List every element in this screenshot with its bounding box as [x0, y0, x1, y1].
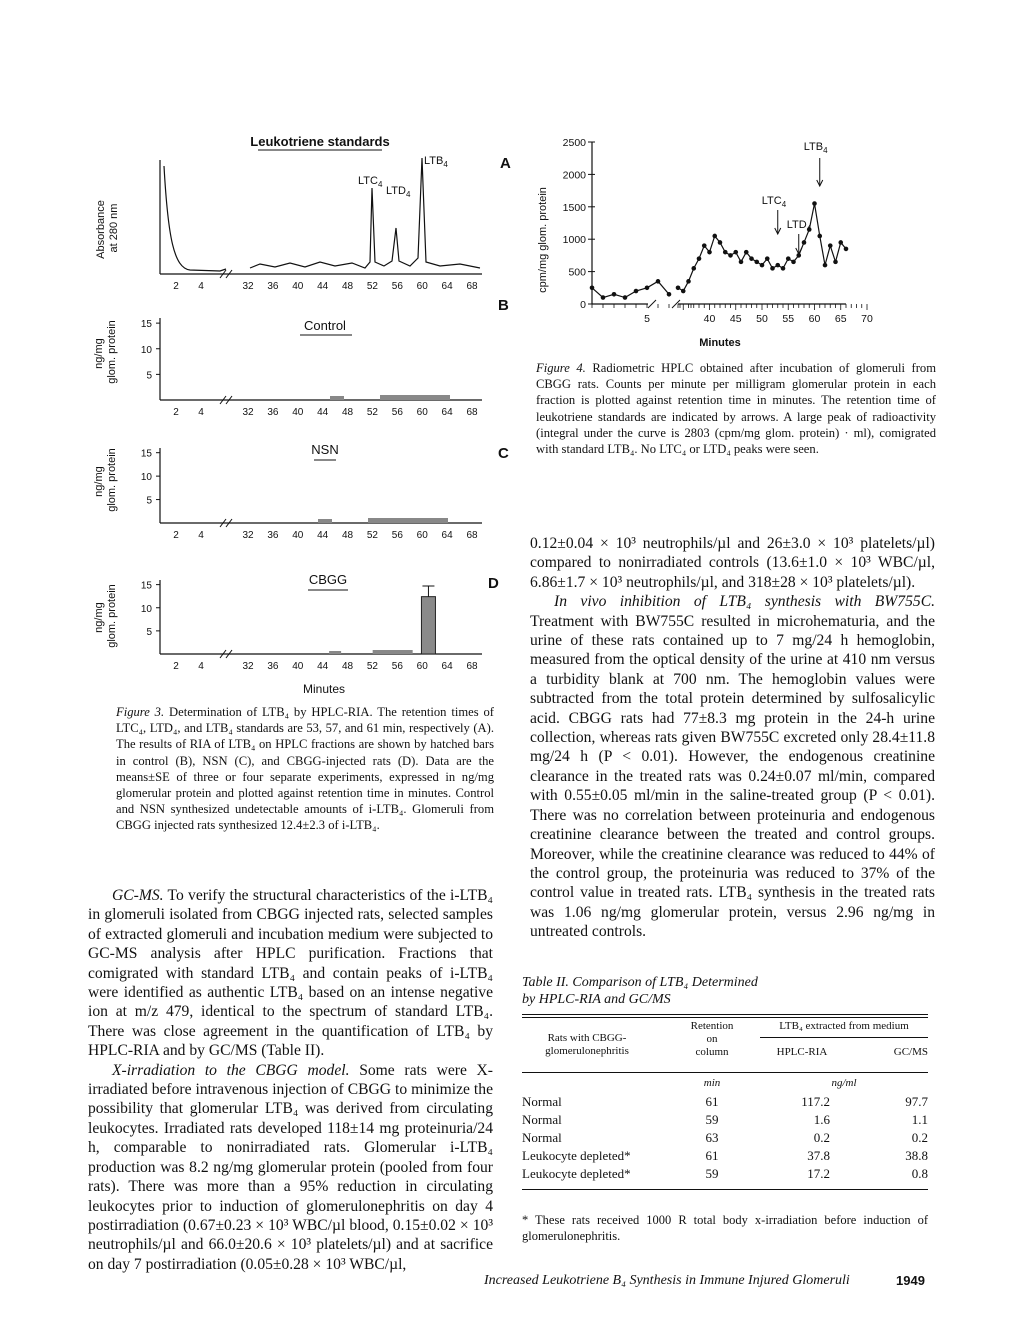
panel-letter-c: C: [498, 445, 509, 462]
arrow-label-ltc4: $LTC_4$: [761, 195, 787, 209]
table-cell: Normal: [522, 1112, 562, 1127]
table-cell: 1.1: [911, 1112, 928, 1127]
figure-4-point: [686, 279, 691, 284]
table-cell: 61: [705, 1148, 719, 1163]
figure-4-point: [728, 253, 733, 258]
figure-4-ytick: 1500: [562, 201, 586, 214]
figure-4-point: [691, 266, 696, 271]
col4-header: GC/MS: [893, 1046, 928, 1058]
table-cell: 37.8: [807, 1148, 830, 1163]
figure-4-ytick: 0: [580, 299, 586, 311]
figure-4-caption-text: Radiometric HPLC obtained after incubation of glomeruli from CBGG rats. Counts per minute per milligram glomerular protein in each fraction is plotted against retention time in minutes. The retention time of leukotriene standards are indicated by arrows. A large peak of radioactivity (integral under the curve is 2803 (cpm/mg glom. protein) · ml), comigrated with standard LTB₄. No LTC₄ or LTD₄ peaks were seen.: [536, 361, 936, 457]
table-2-footnote: * These rats received 1000 R total body x-irradiation before induction of glomerulonephritis.: [522, 1213, 928, 1243]
panel-b-ylabel: ng/mg glom. protein: [93, 320, 118, 384]
table-2-units: min ng/ml: [703, 1077, 857, 1089]
figure-4-point: [697, 256, 702, 261]
bw755c-text: Treatment with BW755C resulted in microhematuria, and the urine of these rats contained up to 7 mg/24 h hemoglobin, measured from the optical density of the urine at 410 nm versus a turbidity blank at 700 nm. The hemoglobin values were subtracted from the total protein determined by sulfosalicylic acid. CBGG rats had 77±8.3 mg protein in the 24-h urine collection, whereas rats given BW755C excreted only 28.4±11.8 mg/24 h (P < 0.01). However, the endogenous creatinine clearance in the treated rats was 0.24±0.07 ml/min, compared with 0.55±0.05 ml/min in the saline-treated group (P < 0.01). There was no correlation between proteinuria and endogenous creatinine clearance between the treated and control groups. Moreover, while the creatinine clearance was reduced to 44% of the control group, the proteinuria was reduced to 37% of the control value in treated rats. LTB₄ synthesis in the treated rats was 1.06 ng/mg glomerular protein, versus 2.96 ng/mg in untreated controls.: [530, 612, 935, 941]
panel-d-xtick: 68: [466, 661, 478, 672]
panel-a-xtick: 40: [292, 281, 304, 292]
gc-ms-text: To verify the structural characteristics of the i-LTB₄ in glomeruli isolated from CBGG injected rats, selected samples of extracted glomeruli and incubation medium were subjected to GC-MS analysis after HPLC purification. Fractions that comigrated with standard LTB₄ and contain peaks of i-LTB₄ were identified as authentic LTB₄ based on an intense negative ion at m/z 479, identical to the spectrum of standard LTB₄. There was close agreement in the quantification of LTB₄ by HPLC-RIA and by GC/MS (Table II).: [88, 887, 493, 1060]
panel-c-ytick: 15: [140, 448, 152, 460]
panel-b-xtick: 68: [466, 407, 478, 418]
figure-4-ytick: 2000: [562, 169, 586, 182]
figure-4-xtick: 40: [703, 313, 716, 325]
x-irradiation-heading: X-irradiation to the CBGG model.: [112, 1061, 350, 1079]
panel-c-hatch: [318, 519, 332, 523]
figure-4-point: [733, 250, 738, 255]
panel-d-ytick: 10: [140, 603, 152, 615]
panel-d-xtick: 2: [173, 661, 179, 672]
panel-a-xtick: 4: [198, 281, 204, 292]
table-cell: Leukocyte depleted*: [522, 1166, 631, 1181]
axis-break: [648, 300, 656, 308]
panel-c-xtick: 36: [267, 530, 279, 541]
panel-b-xtick: 2: [173, 407, 179, 418]
panel-b-ytick: 15: [140, 319, 152, 331]
figure-4-ytick: 2500: [562, 137, 586, 149]
continued-paragraph: [530, 534, 935, 592]
table-cell: 0.2: [911, 1130, 928, 1145]
figure-4-xlabel: Minutes: [699, 337, 741, 349]
panel-b-xtick: 64: [441, 407, 453, 418]
panel-b-xtick: 60: [416, 407, 428, 418]
figure-4-point: [817, 234, 822, 239]
panel-d-ylabel: ng/mg glom. protein: [93, 584, 118, 648]
table-row: [522, 1165, 928, 1183]
table-cell: 1.6: [813, 1112, 830, 1127]
panel-letter-d: D: [488, 575, 499, 592]
continued-text: 0.12±0.04 × 10³ neutrophils/µl and 26±3.0 × 10³ platelets/µl) compared to nonirradiated controls (13.6±1.0 × 10³ WBC/µl, 6.86±1.7 × 10³ neutrophils/µl, and 318±28 × 10³ platelets/µl).: [530, 535, 935, 591]
panel-a-xtick: 68: [466, 281, 478, 292]
panel-c-xtick: 2: [173, 530, 179, 541]
figure-4: [528, 128, 873, 354]
figure-4-point: [754, 260, 759, 265]
figure-3-caption: [116, 704, 494, 834]
panel-b-hatch: [380, 395, 450, 400]
table-2: [522, 974, 928, 1244]
panel-d-hatch: [329, 651, 341, 654]
x-irradiation-text: Some rats were X-irradiated before intravenous injection of CBGG to minimize the possibility that glomerular LTB₄ was derived from circulating leukocytes. Irradiated rats developed 118±14 mg proteinuria/24 h, comparable to nonirradiated rats. Glomerular i-LTB₄ production was 8.2 ng/mg glomerular protein (pooled from four rats). There was more than a 95% reduction in circulating leukocytes prior to induction of glomerulonephritis on day 4 postirradiation (0.67±0.23 × 10³ WBC/µl blood, 0.15±0.02 × 10³ neutrophils/µl and 66.0±20.6 × 10³ platelets/µl) and at sacrifice on day 7 postirradiation (0.05±0.28 × 10³ WBC/µl,: [88, 1061, 493, 1273]
panel-b-xtick: 32: [242, 407, 254, 418]
figure-4-caption-lead: Figure 4.: [536, 361, 586, 375]
panel-a-xtick: 52: [366, 281, 379, 292]
figure-4-xtick: 60: [808, 313, 821, 325]
figure-4-xtick: 50: [756, 313, 768, 325]
panel-c-xtick: 56: [391, 530, 403, 541]
table-row: [522, 1129, 928, 1147]
figure-3: [80, 128, 520, 700]
bw755c-heading: In vivo inhibition of LTB₄ synthesis with BW755C.: [554, 593, 935, 611]
figure-3-caption-text: Determination of LTB₄ by HPLC-RIA. The retention times of LTC₄, LTD₄, and LTB₄ standards are 53, 57, and 61 min, respectively (A). The results of RIA of LTB₄ on HPLC fractions are shown by hatched bars in control (B), NSN (C), and CBGG-injected rats (D). Data are the means±SE of three or four separate experiments, expressed in ng/mg glomerular protein and plotted against retention time in minutes. Control and NSN synthesized undetectable amounts of i-LTB₄. Glomeruli from CBGG injected rats synthesized 12.4±2.3 of i-LTB₄.: [116, 705, 494, 833]
figure-4-point: [791, 260, 796, 265]
right-column-text: [530, 534, 935, 942]
panel-c-xtick: 44: [317, 530, 329, 541]
panel-letter-b: B: [498, 297, 509, 314]
table-cell: 59: [705, 1112, 719, 1127]
figure-4-xtick: 5: [644, 313, 650, 325]
figure-4-point: [702, 243, 707, 248]
figure-4-trace: [592, 281, 669, 297]
gc-ms-heading: GC-MS.: [112, 887, 164, 904]
panel-a-xtick: 36: [267, 281, 279, 292]
left-column-text: [88, 886, 493, 1274]
peak-label-ltc4: $LTC_4$: [358, 175, 383, 189]
panel-b-ytick: 10: [140, 344, 152, 356]
table-cell: 38.8: [905, 1148, 928, 1163]
x-irradiation-paragraph: [88, 1061, 493, 1274]
panel-a-xtick: 56: [391, 281, 403, 292]
figure-4-ytick: 500: [568, 266, 586, 279]
figure-4-point: [760, 263, 765, 268]
figure-4-point: [723, 250, 728, 255]
panel-d-xtick: 48: [341, 661, 354, 672]
table-cell: 97.7: [905, 1094, 928, 1109]
table-2-body: [522, 1093, 928, 1183]
figure-4-point: [812, 201, 817, 206]
figure-4-point: [828, 243, 833, 248]
panel-b-xtick: 52: [366, 407, 379, 418]
gc-ms-paragraph: [88, 886, 493, 1061]
panel-d-bar: [421, 597, 435, 654]
figure-4-xtick: 65: [834, 313, 847, 325]
figure-4-point: [739, 260, 744, 265]
panel-c-xtick: 4: [198, 530, 204, 541]
group-header: LTB₄ extracted from medium: [779, 1020, 909, 1032]
col3-header: HPLC-RIA: [776, 1046, 828, 1058]
figure-4-point: [786, 256, 791, 261]
figure-4-point: [749, 256, 754, 261]
figure-3-xlabel: Minutes: [302, 682, 346, 696]
table-2-title-line2: by HPLC-RIA and GC/MS: [522, 992, 671, 1007]
panel-d-hatch: [373, 650, 413, 654]
arrow-label-ltb4: $LTB_4$: [803, 141, 828, 155]
bw755c-paragraph: [530, 592, 935, 941]
panel-d-xtick: 56: [391, 661, 403, 672]
panel-a-xtick: 48: [341, 281, 354, 292]
panel-d-ytick: 15: [140, 580, 152, 592]
panel-c-hatch: [368, 518, 448, 523]
figure-4-xtick: 55: [782, 313, 795, 325]
panel-c-xtick: 40: [292, 530, 304, 541]
panel-a-xtick: 60: [416, 281, 428, 292]
figure-4-point: [770, 266, 775, 271]
figure-4-point: [844, 247, 849, 252]
figure-4-point: [712, 234, 717, 239]
figure-4-point: [765, 256, 770, 261]
figure-4-xtick: 70: [861, 313, 873, 325]
figure-4-point: [676, 286, 681, 291]
page-number: 1949: [896, 1273, 925, 1288]
panel-d-xtick: 32: [242, 661, 254, 672]
panel-b-ytick: 5: [146, 370, 152, 382]
panel-c-xtick: 64: [441, 530, 453, 541]
figure-4-xtick: 45: [729, 313, 742, 325]
table-row: [522, 1147, 928, 1165]
figure-4-point: [833, 260, 838, 265]
panel-a-xtick: 64: [441, 281, 453, 292]
table-row: [522, 1111, 928, 1129]
figure-4-point: [781, 266, 786, 271]
col1-header: Rats with CBGG- glomerulonephritis: [545, 1032, 629, 1057]
table-cell: 0.2: [813, 1130, 830, 1145]
panel-d-xtick: 44: [317, 661, 329, 672]
peak-label-ltd4: $LTD_4$: [386, 185, 411, 199]
panel-d-xtick: 60: [416, 661, 428, 672]
figure-4-ytick: 1000: [562, 234, 586, 247]
panel-d-xtick: 52: [366, 661, 379, 672]
panel-d-title: CBGG: [308, 572, 348, 587]
panel-d-xtick: 64: [441, 661, 453, 672]
panel-d-xtick: 4: [198, 661, 204, 672]
col2-header: Retention on column: [690, 1020, 734, 1058]
panel-b-title: Control: [304, 318, 346, 333]
panel-c-xtick: 48: [341, 530, 354, 541]
table-2-title-line1: Table II. Comparison of LTB₄ Determined: [522, 975, 758, 990]
table-cell: 17.2: [807, 1166, 830, 1181]
panel-c-ylabel: ng/mg glom. protein: [93, 448, 118, 512]
panel-a-xtick: 32: [242, 281, 254, 292]
panel-b-xtick: 48: [341, 407, 354, 418]
panel-c-title: NSN: [311, 442, 339, 457]
figure-4-caption: [536, 360, 936, 457]
panel-c-ytick: 10: [140, 472, 152, 484]
table-cell: 61: [705, 1094, 719, 1109]
panel-a-title: Leukotriene standards: [250, 134, 390, 149]
panel-a-ylabel: Absorbance at 280 nm: [95, 200, 120, 259]
figure-4-ylabel: cpm/mg glom. protein: [537, 187, 549, 293]
panel-c-xtick: 68: [466, 530, 478, 541]
panel-c-ytick: 5: [146, 495, 152, 507]
table-row: [522, 1093, 928, 1111]
panel-b-xtick: 56: [391, 407, 403, 418]
table-cell: 63: [705, 1130, 719, 1145]
figure-4-point: [744, 250, 749, 255]
table-2-title: [522, 974, 928, 1008]
panel-d-xtick: 36: [267, 661, 279, 672]
panel-a-xtick: 44: [317, 281, 329, 292]
figure-4-point: [681, 289, 686, 294]
panel-d-xtick: 40: [292, 661, 304, 672]
peak-label-ltb4: $LTB_4$: [424, 155, 448, 169]
panel-b-xtick: 40: [292, 407, 304, 418]
panel-b-xtick: 44: [317, 407, 329, 418]
table-cell: 117.2: [801, 1094, 830, 1109]
panel-b-xtick: 4: [198, 407, 204, 418]
panel-a-trace: [164, 158, 480, 271]
table-cell: Leukocyte depleted*: [522, 1148, 631, 1163]
figure-4-point: [838, 240, 843, 245]
panel-c-xtick: 60: [416, 530, 428, 541]
arrow-label-ltd4: $LTD_4$: [786, 219, 812, 233]
panel-letter-a: A: [500, 155, 511, 172]
figure-4-point: [775, 263, 780, 268]
panel-b-hatch: [330, 396, 344, 400]
figure-4-point: [718, 240, 723, 245]
table-cell: 0.8: [911, 1166, 928, 1181]
panel-a-xtick: 2: [173, 281, 179, 292]
table-cell: 59: [705, 1166, 719, 1181]
table-cell: Normal: [522, 1094, 562, 1109]
panel-c-xtick: 32: [242, 530, 254, 541]
figure-4-point: [707, 250, 712, 255]
table-2-header: [522, 1018, 928, 1072]
running-title: Increased Leukotriene B₄ Synthesis in Immune Injured Glomeruli: [484, 1273, 850, 1288]
figure-4-point: [823, 263, 828, 268]
panel-c-xtick: 52: [366, 530, 379, 541]
figure-4-point: [802, 240, 807, 245]
table-cell: Normal: [522, 1130, 562, 1145]
panel-d-ytick: 5: [146, 626, 152, 638]
figure-3-caption-lead: Figure 3.: [116, 705, 165, 719]
panel-b-xtick: 36: [267, 407, 279, 418]
